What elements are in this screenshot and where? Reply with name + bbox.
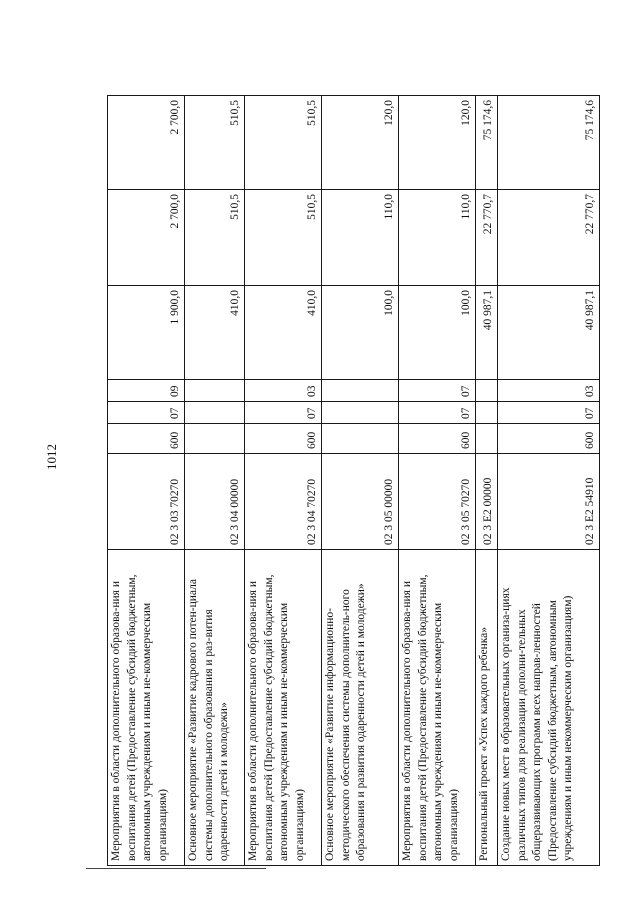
row-value-3: 120,0: [322, 96, 399, 190]
row-pr: 09: [108, 380, 185, 402]
row-name: Региональный проект «Успех каждого ребенка»: [476, 550, 498, 866]
row-pr: [185, 380, 245, 402]
row-value-3: 510,5: [245, 96, 322, 190]
row-value-2: 110,0: [399, 190, 476, 286]
row-code: 02 3 E2 54910: [498, 454, 600, 550]
row-rz: [322, 402, 399, 424]
row-rz: 07: [498, 402, 600, 424]
row-code: 02 3 E2 00000: [476, 454, 498, 550]
row-name: Мероприятия в области дополнительного образова-ния и воспитания детей (Предоставление субсидий бюджетным, автономным учреждениям и иным не-коммерческим организациям): [399, 550, 476, 866]
row-value-1: 40 987,1: [476, 286, 498, 380]
row-code: 02 3 04 70270: [245, 454, 322, 550]
row-value-3: 120,0: [399, 96, 476, 190]
row-rz: [185, 402, 245, 424]
row-pr: 07: [399, 380, 476, 402]
row-value-3: 2 700,0: [108, 96, 185, 190]
row-value-2: 22 770,7: [476, 190, 498, 286]
budget-table: [107, 95, 600, 866]
row-value-1: 410,0: [185, 286, 245, 380]
divider-line: [86, 868, 266, 869]
row-value-3: 510,5: [185, 96, 245, 190]
row-value-2: 510,5: [245, 190, 322, 286]
row-name: Основное мероприятие «Развитие информационно-методического обеспечения системы дополнитель-ного образования и развития одаренности детей и молодежи»: [322, 550, 399, 866]
row-value-3: 75 174,6: [498, 96, 600, 190]
row-value-2: 510,5: [185, 190, 245, 286]
row-rz: 07: [108, 402, 185, 424]
row-vr: 600: [245, 424, 322, 454]
row-rz: 07: [399, 402, 476, 424]
row-vr: [476, 424, 498, 454]
table-row: [108, 96, 185, 866]
row-vr: [185, 424, 245, 454]
row-value-1: 100,0: [399, 286, 476, 380]
row-value-2: 22 770,7: [498, 190, 600, 286]
rotated-table-container: [107, 96, 599, 866]
table-row: [498, 96, 600, 866]
row-value-1: 100,0: [322, 286, 399, 380]
row-value-1: 410,0: [245, 286, 322, 380]
table-row: [399, 96, 476, 866]
row-name: Основное мероприятие «Развитие кадрового потен-циала системы дополнительного образования и раз-вития одаренности детей и молодежи»: [185, 550, 245, 866]
page-number: 1012: [44, 444, 59, 470]
row-code: 02 3 05 00000: [322, 454, 399, 550]
row-value-3: 75 174,6: [476, 96, 498, 190]
table-row: [476, 96, 498, 866]
row-pr: 03: [245, 380, 322, 402]
row-name: Мероприятия в области дополнительного образова-ния и воспитания детей (Предоставление субсидий бюджетным, автономным учреждениям и иным не-коммерческим организациям): [108, 550, 185, 866]
row-code: 02 3 04 00000: [185, 454, 245, 550]
row-pr: [322, 380, 399, 402]
row-rz: [476, 402, 498, 424]
table-row: [185, 96, 245, 866]
row-vr: 600: [498, 424, 600, 454]
row-value-1: 1 900,0: [108, 286, 185, 380]
row-code: 02 3 05 70270: [399, 454, 476, 550]
table-row: [245, 96, 322, 866]
row-vr: 600: [108, 424, 185, 454]
row-rz: 07: [245, 402, 322, 424]
row-code: 02 3 03 70270: [108, 454, 185, 550]
row-value-1: 40 987,1: [498, 286, 600, 380]
row-pr: [476, 380, 498, 402]
row-name: Мероприятия в области дополнительного образова-ния и воспитания детей (Предоставление субсидий бюджетным, автономным учреждениям и иным не-коммерческим организациям): [245, 550, 322, 866]
row-vr: 600: [399, 424, 476, 454]
row-name: Создание новых мест в образовательных организа-циях различных типов для реализации дополни-тельных общеразвивающих программ всех направ-ленностей (Предоставление субсидий бюджетным, автономным учреждениям и иным некоммерческим организациям): [498, 550, 600, 866]
row-pr: 03: [498, 380, 600, 402]
row-value-2: 2 700,0: [108, 190, 185, 286]
table-row: [322, 96, 399, 866]
row-vr: [322, 424, 399, 454]
row-value-2: 110,0: [322, 190, 399, 286]
